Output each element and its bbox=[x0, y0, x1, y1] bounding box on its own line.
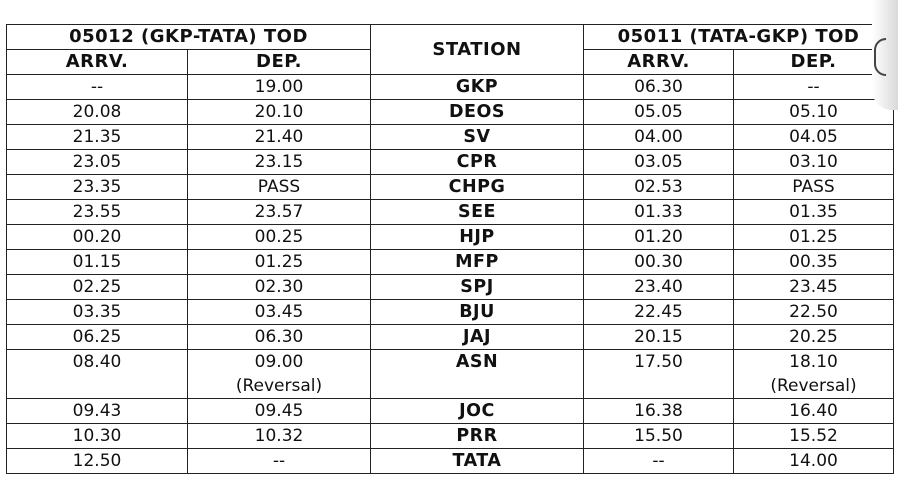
table-row bbox=[7, 424, 894, 449]
right-arrival-cell-value: 04.00 bbox=[634, 127, 683, 147]
table-row bbox=[7, 449, 894, 474]
left-arrival-cell bbox=[7, 200, 188, 225]
left-departure-cell-value: 23.15 bbox=[254, 152, 304, 172]
right-arrival-cell bbox=[584, 175, 734, 200]
right-departure-cell bbox=[734, 325, 894, 350]
left-arrival-cell-value: 02.25 bbox=[72, 277, 122, 297]
left-arrival-cell bbox=[7, 350, 188, 399]
table-row bbox=[7, 275, 894, 300]
left-arrival-cell-value: 01.15 bbox=[72, 252, 122, 272]
left-departure-cell bbox=[188, 75, 371, 100]
right-departure-cell-value: 16.40 bbox=[789, 401, 838, 421]
left-arrival-cell-value: 03.35 bbox=[72, 302, 122, 322]
right-arrival-cell bbox=[584, 225, 734, 250]
right-departure-cell-value: -- bbox=[807, 77, 820, 97]
left-departure-cell bbox=[188, 424, 371, 449]
left-departure-cell-value: 21.40 bbox=[254, 127, 304, 147]
left-departure-cell-value: 09.00 bbox=[254, 352, 304, 372]
right-arrival-cell bbox=[584, 399, 734, 424]
station-cell bbox=[371, 449, 584, 474]
left-departure-cell-value: 23.57 bbox=[254, 202, 304, 222]
left-arrival-cell-value: 10.30 bbox=[72, 426, 122, 446]
right-arrival-cell-value: -- bbox=[652, 451, 665, 471]
station-cell bbox=[371, 250, 584, 275]
right-departure-cell-value: 04.05 bbox=[789, 127, 838, 147]
left-arrival-cell-value: 08.40 bbox=[72, 352, 122, 372]
right-arrival-cell-value: 17.50 bbox=[634, 352, 683, 372]
left-departure-cell bbox=[188, 200, 371, 225]
left-arrival-cell-value: 00.20 bbox=[72, 227, 122, 247]
right-arrival-cell bbox=[584, 100, 734, 125]
station-cell-value: CHPG bbox=[448, 177, 506, 197]
left-arrival-cell-value: 23.35 bbox=[72, 177, 122, 197]
table-row bbox=[7, 350, 894, 399]
right-departure-cell-value: 20.25 bbox=[789, 327, 838, 347]
left-arrival-cell bbox=[7, 399, 188, 424]
station-cell-value: ASN bbox=[455, 352, 499, 372]
left-departure-cell bbox=[188, 449, 371, 474]
left-departure-cell bbox=[188, 225, 371, 250]
right-departure-cell-value: 15.52 bbox=[789, 426, 838, 446]
station-cell-value: CPR bbox=[456, 152, 498, 172]
right-arrival-cell bbox=[584, 350, 734, 399]
left-arrival-cell-value: 23.05 bbox=[72, 152, 122, 172]
left-departure-cell bbox=[188, 150, 371, 175]
station-cell-value: SEE bbox=[457, 202, 496, 222]
right-departure-cell bbox=[734, 275, 894, 300]
table-row bbox=[7, 399, 894, 424]
station-cell bbox=[371, 350, 584, 399]
station-cell bbox=[371, 200, 584, 225]
station-cell-value: SPJ bbox=[460, 277, 494, 297]
left-arrival-cell bbox=[7, 424, 188, 449]
right-departure-cell bbox=[734, 100, 894, 125]
left-arrival-cell bbox=[7, 449, 188, 474]
station-cell bbox=[371, 275, 584, 300]
left-departure-cell bbox=[188, 175, 371, 200]
left-arrival-cell bbox=[7, 225, 188, 250]
table-row bbox=[7, 75, 894, 100]
station-cell-value: HJP bbox=[459, 227, 495, 247]
table-row bbox=[7, 175, 894, 200]
station-header: STATION bbox=[371, 25, 584, 75]
right-train-header: 05011 (TATA-GKP) TOD bbox=[584, 25, 894, 50]
right-departure-cell-value: 18.10 bbox=[789, 352, 838, 372]
timetable-wrapper bbox=[6, 24, 894, 474]
station-cell bbox=[371, 399, 584, 424]
table-row bbox=[7, 250, 894, 275]
left-arrival-cell bbox=[7, 100, 188, 125]
station-cell bbox=[371, 175, 584, 200]
timetable-body bbox=[7, 75, 894, 474]
right-arrival-cell-value: 22.45 bbox=[634, 302, 683, 322]
right-departure-cell bbox=[734, 125, 894, 150]
station-cell bbox=[371, 100, 584, 125]
left-arrival-cell bbox=[7, 250, 188, 275]
station-cell-value: JAJ bbox=[462, 327, 492, 347]
left-arrival-cell bbox=[7, 325, 188, 350]
left-arrival-cell-value: 12.50 bbox=[72, 451, 122, 471]
table-row bbox=[7, 150, 894, 175]
right-departure-cell bbox=[734, 175, 894, 200]
right-departure-cell bbox=[734, 200, 894, 225]
right-departure-cell-value: 05.10 bbox=[789, 102, 838, 122]
left-arrival-cell-value: 23.55 bbox=[72, 202, 122, 222]
left-arrival-cell bbox=[7, 150, 188, 175]
station-cell bbox=[371, 125, 584, 150]
table-row bbox=[7, 200, 894, 225]
right-departure-header: DEP. bbox=[734, 50, 894, 75]
station-cell-value: JOC bbox=[459, 401, 495, 421]
right-arrival-cell-value: 06.30 bbox=[634, 77, 683, 97]
left-arrival-cell-value: -- bbox=[90, 77, 104, 97]
left-departure-cell-value: 03.45 bbox=[254, 302, 304, 322]
left-departure-cell bbox=[188, 275, 371, 300]
station-cell-value: MFP bbox=[455, 252, 499, 272]
right-departure-cell bbox=[734, 424, 894, 449]
table-row bbox=[7, 300, 894, 325]
right-arrival-cell bbox=[584, 325, 734, 350]
right-departure-cell bbox=[734, 399, 894, 424]
left-arrival-cell bbox=[7, 275, 188, 300]
station-cell bbox=[371, 424, 584, 449]
right-departure-cell-value: 01.25 bbox=[789, 227, 838, 247]
right-arrival-cell-value: 02.53 bbox=[634, 177, 683, 197]
right-arrival-cell bbox=[584, 275, 734, 300]
table-row bbox=[7, 325, 894, 350]
left-arrival-header: ARRV. bbox=[7, 50, 188, 75]
left-departure-cell-value: PASS bbox=[257, 177, 301, 197]
right-arrival-cell-value: 00.30 bbox=[634, 252, 683, 272]
table-row bbox=[7, 125, 894, 150]
left-train-header: 05012 (GKP-TATA) TOD bbox=[7, 25, 371, 50]
right-departure-cell-value: PASS bbox=[792, 177, 835, 197]
left-departure-cell-value: 09.45 bbox=[254, 401, 304, 421]
station-cell bbox=[371, 150, 584, 175]
left-arrival-cell bbox=[7, 75, 188, 100]
right-departure-cell bbox=[734, 250, 894, 275]
left-arrival-cell bbox=[7, 300, 188, 325]
station-cell-value: BJU bbox=[459, 302, 495, 322]
left-arrival-cell-value: 21.35 bbox=[72, 127, 122, 147]
left-departure-cell-value: 19.00 bbox=[254, 77, 304, 97]
reversal-note: (Reversal) bbox=[770, 376, 857, 396]
left-departure-header: DEP. bbox=[188, 50, 371, 75]
right-arrival-cell bbox=[584, 125, 734, 150]
right-departure-cell bbox=[734, 449, 894, 474]
left-departure-cell-value: 10.32 bbox=[254, 426, 304, 446]
reversal-note: (Reversal) bbox=[235, 376, 323, 396]
right-arrival-cell-value: 15.50 bbox=[634, 426, 683, 446]
right-departure-cell-value: 14.00 bbox=[789, 451, 838, 471]
right-departure-cell-value: 22.50 bbox=[789, 302, 838, 322]
left-departure-cell-value: -- bbox=[272, 451, 286, 471]
right-departure-cell bbox=[734, 225, 894, 250]
right-arrival-cell bbox=[584, 150, 734, 175]
left-departure-cell bbox=[188, 125, 371, 150]
right-arrival-cell-value: 23.40 bbox=[634, 277, 683, 297]
left-departure-cell-value: 20.10 bbox=[254, 102, 304, 122]
right-arrival-cell-value: 20.15 bbox=[634, 327, 683, 347]
left-departure-cell-value: 06.30 bbox=[254, 327, 304, 347]
right-arrival-cell bbox=[584, 75, 734, 100]
table-row bbox=[7, 100, 894, 125]
left-arrival-cell bbox=[7, 175, 188, 200]
right-arrival-cell-value: 03.05 bbox=[634, 152, 683, 172]
left-arrival-cell-value: 20.08 bbox=[72, 102, 122, 122]
left-arrival-cell-value: 09.43 bbox=[72, 401, 122, 421]
right-departure-cell bbox=[734, 300, 894, 325]
screen-edge-decoration bbox=[872, 0, 898, 110]
station-cell-value: TATA bbox=[452, 451, 502, 471]
right-departure-cell bbox=[734, 75, 894, 100]
right-arrival-cell bbox=[584, 250, 734, 275]
left-arrival-cell-value: 06.25 bbox=[72, 327, 122, 347]
right-arrival-cell-value: 16.38 bbox=[634, 401, 683, 421]
station-cell bbox=[371, 225, 584, 250]
right-arrival-header: ARRV. bbox=[584, 50, 734, 75]
right-departure-cell-value: 00.35 bbox=[789, 252, 838, 272]
right-departure-cell-value: 01.35 bbox=[789, 202, 838, 222]
station-cell-value: SV bbox=[463, 127, 491, 147]
right-departure-cell bbox=[734, 350, 894, 399]
right-departure-cell bbox=[734, 150, 894, 175]
left-departure-cell-value: 02.30 bbox=[254, 277, 304, 297]
left-departure-cell-value: 01.25 bbox=[254, 252, 304, 272]
left-departure-cell bbox=[188, 350, 371, 399]
station-cell bbox=[371, 75, 584, 100]
left-departure-cell bbox=[188, 250, 371, 275]
left-arrival-cell bbox=[7, 125, 188, 150]
train-timetable bbox=[6, 24, 894, 474]
left-departure-cell-value: 00.25 bbox=[254, 227, 304, 247]
table-row bbox=[7, 225, 894, 250]
station-cell-value: PRR bbox=[456, 426, 498, 446]
station-cell-value: DEOS bbox=[449, 102, 505, 122]
right-arrival-cell bbox=[584, 200, 734, 225]
left-departure-cell bbox=[188, 100, 371, 125]
right-arrival-cell bbox=[584, 300, 734, 325]
left-departure-cell bbox=[188, 399, 371, 424]
station-cell-value: GKP bbox=[455, 77, 499, 97]
right-arrival-cell-value: 05.05 bbox=[634, 102, 683, 122]
right-arrival-cell-value: 01.33 bbox=[634, 202, 683, 222]
left-departure-cell bbox=[188, 300, 371, 325]
right-departure-cell-value: 03.10 bbox=[789, 152, 838, 172]
edge-glyph-icon bbox=[874, 38, 886, 76]
station-cell bbox=[371, 325, 584, 350]
left-departure-cell bbox=[188, 325, 371, 350]
station-cell bbox=[371, 300, 584, 325]
right-arrival-cell bbox=[584, 449, 734, 474]
right-arrival-cell bbox=[584, 424, 734, 449]
right-arrival-cell-value: 01.20 bbox=[634, 227, 683, 247]
right-departure-cell-value: 23.45 bbox=[789, 277, 838, 297]
